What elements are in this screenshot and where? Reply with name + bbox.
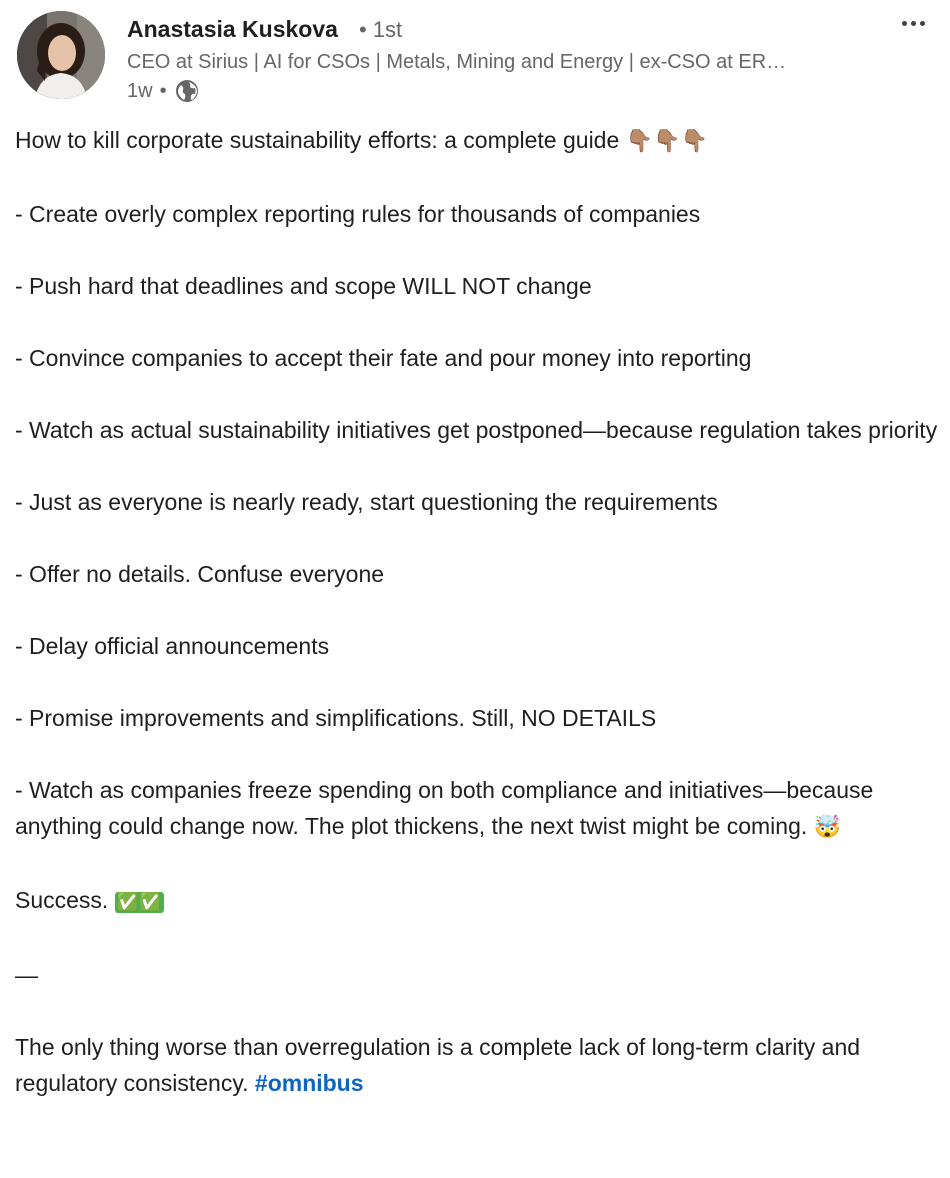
author-avatar[interactable] xyxy=(17,11,105,99)
check-mark-icon: ✅✅ xyxy=(116,892,162,913)
degree-label: 1st xyxy=(372,17,403,42)
author-headline[interactable]: CEO at Sirius | AI for CSOs | Metals, Mining and Energy | ex-CSO at ER… xyxy=(127,51,787,73)
connection-degree xyxy=(359,17,402,43)
exploding-head-icon: 🤯 xyxy=(813,815,842,840)
post-meta xyxy=(127,78,200,104)
list-item: - Just as everyone is nearly ready, start questioning the requirements xyxy=(15,489,718,515)
post-body xyxy=(15,122,940,1101)
hashtag-link[interactable]: #omnibus xyxy=(254,1070,364,1096)
list-item: - Promise improvements and simplifications. Still, NO DETAILS xyxy=(15,705,657,731)
list-item: - Delay official announcements xyxy=(15,633,330,659)
list-item: - Convince companies to accept their fate and pour money into reporting xyxy=(15,345,752,371)
globe-icon xyxy=(174,78,200,104)
success-line xyxy=(15,882,940,921)
list-item: - Offer no details. Confuse everyone xyxy=(15,561,385,587)
post-time[interactable]: 1w xyxy=(127,79,153,102)
divider-line: — xyxy=(15,962,38,988)
more-dot xyxy=(902,21,907,26)
post-intro xyxy=(15,122,940,160)
list-item: - Create overly complex reporting rules for thousands of companies xyxy=(15,201,701,227)
closing-text: The only thing worse than overregulation is a complete lack of long-term clarity and regulatory consistency. xyxy=(15,1034,861,1096)
more-dot xyxy=(911,21,916,26)
more-dot xyxy=(920,21,925,26)
intro-text: How to kill corporate sustainability efforts: a complete guide xyxy=(15,127,626,153)
degree-separator: • xyxy=(359,17,367,42)
list-item: - Watch as actual sustainability initiatives get postponed—because regulation takes priority xyxy=(15,417,938,443)
list-item xyxy=(15,772,940,846)
closing-paragraph xyxy=(15,1029,940,1101)
last-item-text: - Watch as companies freeze spending on both compliance and initiatives—because anything could change now. The plot thickens, the next twist might be coming. xyxy=(15,777,874,839)
pointing-down-icon: 👇🏽👇🏽👇🏽 xyxy=(625,129,708,154)
avatar-photo xyxy=(17,11,105,99)
meta-separator: • xyxy=(159,79,167,102)
list-item: - Push hard that deadlines and scope WILL NOT change xyxy=(15,273,592,299)
author-name[interactable]: Anastasia Kuskova xyxy=(127,16,338,42)
success-text: Success. xyxy=(15,887,115,913)
more-options-button[interactable] xyxy=(893,10,933,36)
